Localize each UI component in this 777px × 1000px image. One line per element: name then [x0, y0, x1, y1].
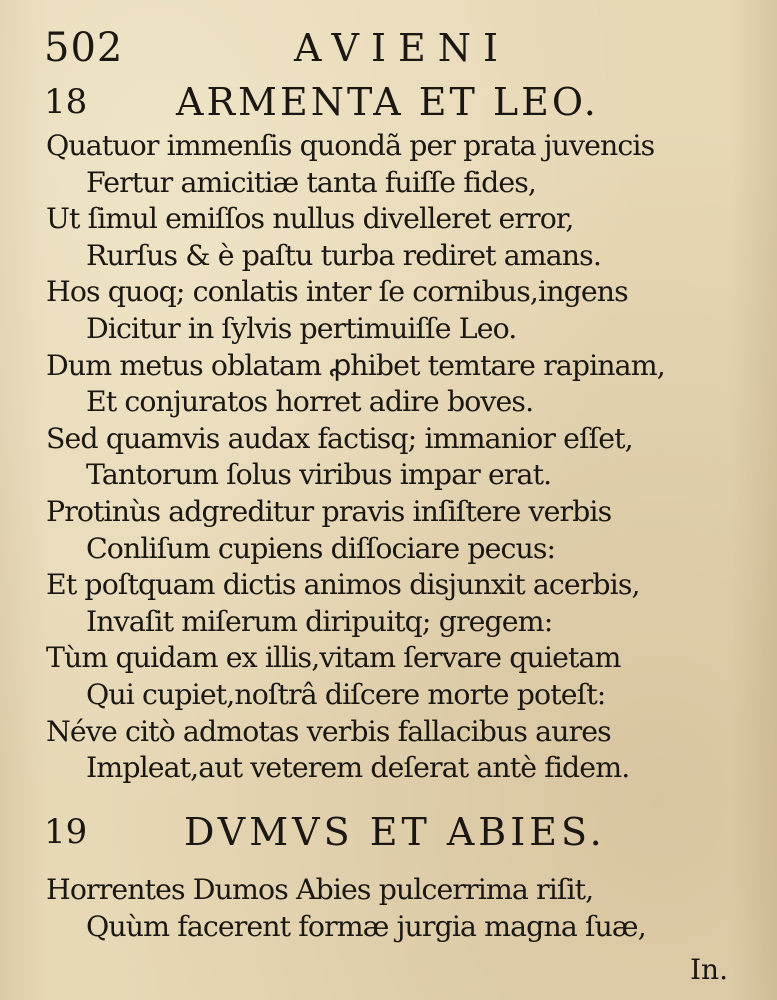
verse-line: Dicitur in ſylvis pertimuiſſe Leo.: [86, 311, 517, 345]
verse-line: Invaſit miſerum diripuitq; gregem:: [86, 604, 553, 638]
running-head: [44, 22, 744, 74]
verse-line: Et conjuratos horret adire boves.: [86, 385, 534, 419]
verse-line: Ut ſimul emiſſos nullus divelleret error,: [46, 202, 574, 236]
verse-line: Impleat,aut veterem deſerat antè fidem.: [86, 751, 630, 785]
verse-line: Dum metus oblatam ꝓhibet temtare rapinam,: [46, 348, 665, 382]
verse-line: Qui cupiet,noſtrâ diſcere morte poteſt:: [86, 677, 606, 711]
fable-number: 19: [44, 812, 88, 852]
fable-title: ARMENTA ET LEO.: [176, 80, 599, 124]
fable-verses: [46, 128, 766, 787]
fable-number: 18: [44, 82, 88, 122]
verse-line: Quùm facerent formæ jurgia magna ſuæ,: [86, 909, 646, 943]
fable-heading: [44, 78, 744, 126]
verse-line: Rurſus & è paſtu turba rediret amans.: [86, 238, 601, 272]
fable-title: DVMVS ET ABIES.: [184, 810, 606, 854]
verse-line: Horrentes Dumos Abies pulcerrima riſit,: [46, 873, 594, 906]
verse-line: Tantorum ſolus viribus impar erat.: [86, 458, 552, 492]
running-title: AVIENI: [294, 26, 511, 70]
catchword: In.: [690, 953, 728, 986]
verse-line: Quatuor immenſis quondã per prata juvencis: [46, 129, 655, 162]
verse-line: Néve citò admotas verbis fallacibus aures: [46, 714, 611, 748]
verse-line: Et poſtquam dictis animos disjunxit acerbis,: [46, 568, 640, 602]
verse-line: Conliſum cupiens diſſociare pecus:: [86, 531, 556, 565]
verse-line: Protinùs adgreditur pravis inſiſtere verbis: [46, 494, 612, 528]
fable-heading: [44, 808, 744, 856]
verse-line: Fertur amicitiæ tanta fuiſſe fides,: [86, 165, 537, 199]
verse-line: Hos quoq; conlatis inter ſe cornibus,ingens: [46, 275, 628, 309]
fable-verses: [46, 872, 766, 945]
verse-line: Sed quamvis audax factisq; immanior eſſet,: [46, 421, 633, 455]
page-number: 502: [44, 25, 124, 71]
verse-line: Tùm quidam ex illis,vitam ſervare quietam: [46, 641, 621, 675]
